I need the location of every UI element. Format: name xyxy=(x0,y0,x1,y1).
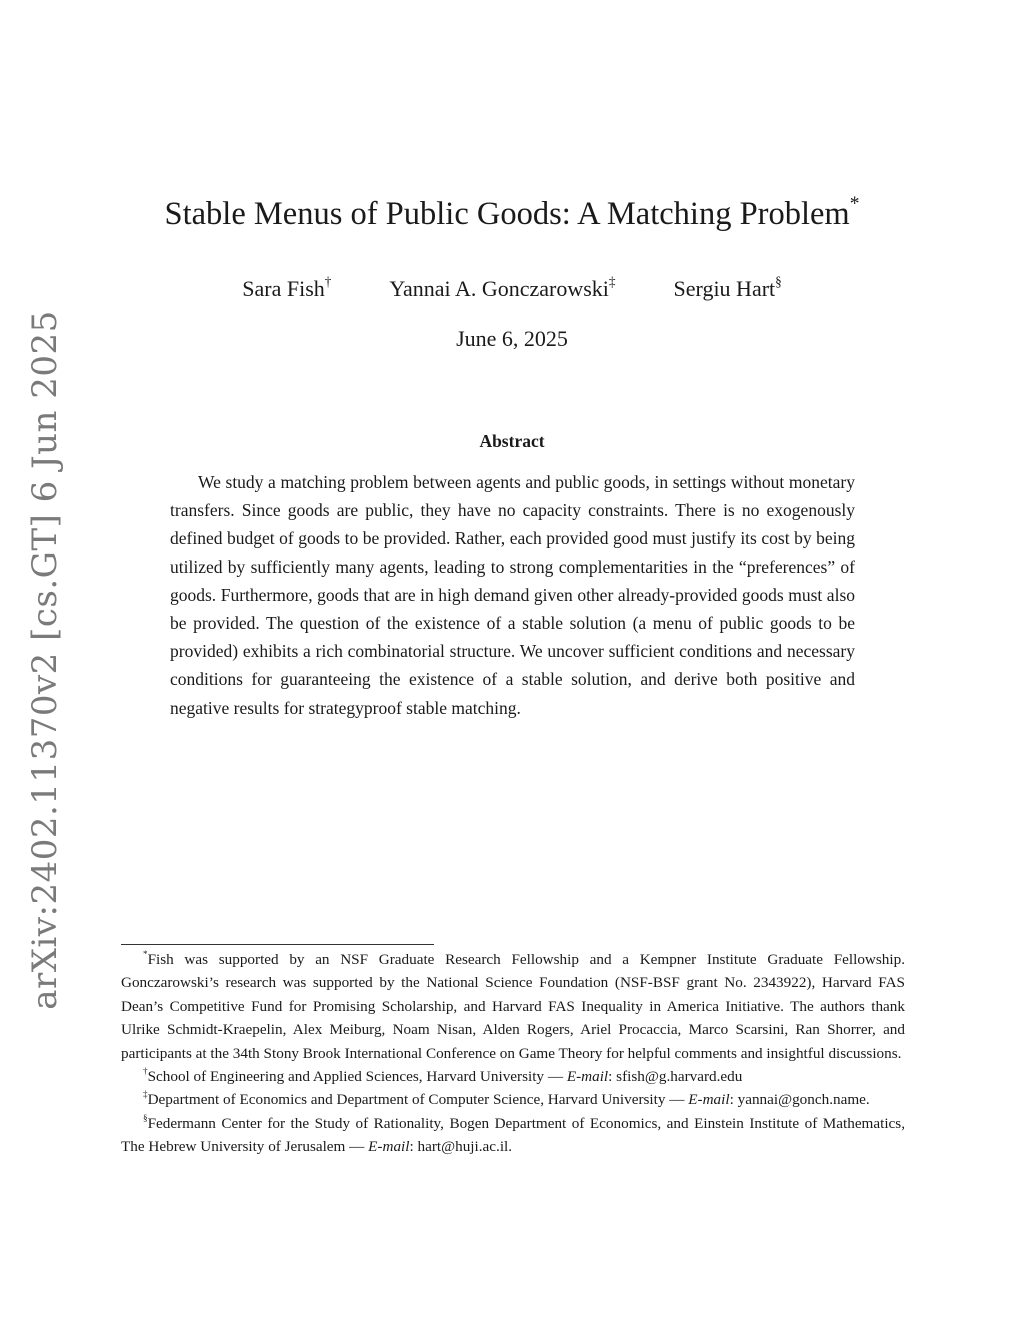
email-label: E-mail xyxy=(688,1091,730,1109)
footnotes xyxy=(121,948,905,1159)
email-label: E-mail xyxy=(566,1068,609,1086)
title-footnote-mark: * xyxy=(849,193,860,215)
paper-title xyxy=(0,193,1024,233)
paper-date: June 6, 2025 xyxy=(456,326,568,351)
author-gonczarowski xyxy=(389,276,615,302)
author-fish xyxy=(242,276,331,302)
author-hart xyxy=(674,276,782,302)
email-address: : hart@huji.ac.il. xyxy=(409,1138,513,1156)
footnote-affiliation: School of Engineering and Applied Sciences, Harvard University — xyxy=(147,1068,567,1086)
email-address: : sfish@g.harvard.edu xyxy=(608,1068,743,1086)
author-mark: ‡ xyxy=(608,274,616,290)
footnote-mark: * xyxy=(143,949,148,960)
footnote-hart xyxy=(121,1112,905,1159)
abstract-heading: Abstract xyxy=(479,431,545,451)
footnote-mark: † xyxy=(143,1066,148,1077)
footnote-affiliation: Department of Economics and Department of Computer Science, Harvard University — xyxy=(147,1091,689,1109)
footnote-divider xyxy=(121,944,434,945)
arxiv-identifier: arXiv:2402.11370v2 [cs.GT] 6 Jun 2025 xyxy=(25,310,65,1010)
title-text: Stable Menus of Public Goods: A Matching Problem xyxy=(164,196,850,232)
footnote-mark: § xyxy=(143,1113,148,1124)
author-name: Sergiu Hart xyxy=(673,276,776,301)
footnote-gonczarowski xyxy=(121,1088,905,1111)
author-mark: § xyxy=(775,274,782,290)
footnote-affiliation: Federmann Center for the Study of Rationality, Bogen Department of Economics, and Einstein Institute of Mathematics, The Hebrew University of Jerusalem — xyxy=(121,1114,905,1156)
author-list xyxy=(0,276,1024,302)
abstract-body: We study a matching problem between agents and public goods, in settings without monetary transfers. Since goods are public, they have no capacity constraints. There is no exogenously defined budget of goods to be provided. Rather, each provided good must justify its cost by being utilized by sufficiently many agents, leading to strong complementarities in the “preferences” of goods. Furthermore, goods that are in high demand given other already-provided goods must also be provided. The question of the existence of a stable solution (a menu of public goods to be provided) exhibits a rich combinatorial structure. We uncover sufficient conditions and necessary conditions for guaranteeing the existence of a stable solution, and derive both positive and negative results for strategyproof stable matching. xyxy=(170,472,855,718)
email-label: E-mail xyxy=(368,1138,410,1156)
footnote-funding xyxy=(121,948,905,1065)
author-mark: † xyxy=(324,274,332,290)
author-name: Yannai A. Gonczarowski xyxy=(389,276,609,301)
footnote-mark: ‡ xyxy=(143,1089,148,1100)
footnote-fish xyxy=(121,1065,905,1088)
email-address: : yannai@gonch.name. xyxy=(729,1091,870,1109)
author-name: Sara Fish xyxy=(242,276,325,301)
footnote-text: Fish was supported by an NSF Graduate Research Fellowship and a Kempner Institute Graduate Fellowship. Gonczarowski’s research was supported by the National Science Foundation (NSF-BSF grant No. 2343922), Harvard FAS Dean’s Competitive Fund for Promising Scholarship, and Harvard FAS Inequality in America Initiative. The authors thank Ulrike Schmidt-Kraepelin, Alex Meiburg, Noam Nisan, Alden Rogers, Ariel Procaccia, Marco Scarsini, Ran Shorrer, and participants at the 34th Stony Brook International Conference on Game Theory for helpful comments and insightful discussions. xyxy=(121,951,905,1062)
